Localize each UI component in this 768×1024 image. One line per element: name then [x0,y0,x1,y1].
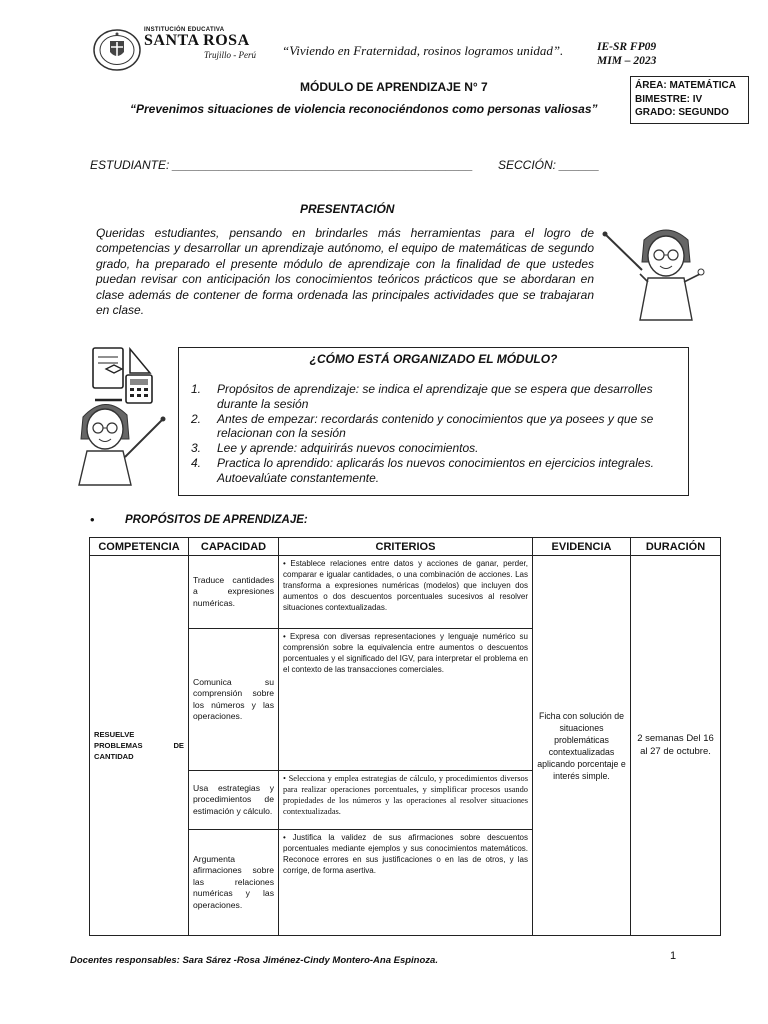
criterio-cell: • Justifica la validez de sus afirmaciones sobre descuentos porcentuales mediante ejemplos y sus conocimientos matemáticos. Reconoce errores en sus justificaciones o en las de otros, y las corrige, de forma asertiva. [279,830,533,936]
logo-city: Trujillo - Perú [204,50,257,60]
document-code-line1: IE-SR FP09 [597,41,657,53]
evidencia-cell: Ficha con solución de situaciones problemáticas contextualizadas aplicando porcentaje e interés simple. [533,556,631,936]
footer-teachers: Docentes responsables: Sara Sárez -Rosa Jiménez-Cindy Montero-Ana Espinoza. [70,955,438,966]
criterio-cell: • Establece relaciones entre datos y acciones de ganar, perder, comparar e igualar cantidades, o una combinación de acciones. Las transforma a expresiones numéricas (modelos) que incluyen dos aumentos o dos descuentos porcentuales sucesivos al resolver situaciones contextualizadas. [279,556,533,629]
criterio-cell: • Expresa con diversas representaciones y lenguaje numérico su comprensión sobre la equivalencia entre aumentos o descuentos porcentuales y el significado del IGV, para interpretar el problema en el contexto de las transacciones comerciales. [279,629,533,771]
student-field[interactable]: ESTUDIANTE: _____________________________________________ [90,158,473,172]
school-logo [92,25,272,75]
list-item-text: Practica lo aprendido: aplicarás los nuevos conocimientos en ejercicios integrales. Autoevalúate constantemente. [217,455,654,485]
list-item-number: 3. [191,441,202,456]
list-item [191,441,681,456]
capacidad-cell: Comunica su comprensión sobre los números y las operaciones. [189,629,279,771]
capacidad-cell: Argumenta afirmaciones sobre las relaciones numéricas y las operaciones. [189,830,279,936]
list-item [191,456,681,486]
competencia-cell: RESUELVE PROBLEMAS DE CANTIDAD [90,556,189,936]
module-subtitle: “Prevenimos situaciones de violencia reconociéndonos como personas valiosas” [130,102,598,116]
purposes-table [89,537,721,936]
organization-list [191,382,681,486]
list-item-text: Lee y aprende: adquirirás nuevos conocimientos. [217,441,479,456]
header-capacidad: CAPACIDAD [189,538,279,556]
organization-title: ¿CÓMO ESTÁ ORGANIZADO EL MÓDULO? [309,352,558,366]
bullet-icon: • [90,512,95,527]
school-motto: “Viviendo en Fraternidad, rosinos logramos unidad”. [282,43,564,58]
list-item-number: 4. [191,455,202,470]
document-code [597,40,656,68]
header-competencia: COMPETENCIA [90,538,189,556]
list-item-text: Propósitos de aprendizaje: se indica el aprendizaje que se espera que desarrolles durante la sesión [217,382,653,411]
area-label: ÁREA: MATEMÁTICA [635,80,736,91]
bimestre-label: BIMESTRE: IV [635,93,703,105]
list-item [191,412,681,442]
module-title: MÓDULO DE APRENDIZAJE N° 7 [300,80,488,94]
capacidad-cell: Traduce cantidades a expresiones numéricas. [189,556,279,629]
list-item [191,382,681,412]
table-header-row [90,538,721,556]
list-item-number: 1. [191,382,202,396]
presentation-title: PRESENTACIÓN [300,202,395,216]
section-field[interactable]: SECCIÓN: ______ [498,158,600,172]
header-evidencia: EVIDENCIA [533,538,631,556]
teacher-illustration-icon [75,395,175,487]
grado-label: GRADO: SEGUNDO [635,107,729,118]
page-number: 1 [670,950,677,962]
list-item-text: Antes de empezar: recordarás contenido y conocimientos que ya posees y que se relacionan con la sesión [217,411,654,441]
duracion-cell: 2 semanas Del 16 al 27 de octubre. [631,556,721,936]
document-code-line2: MIM – 2023 [597,55,657,67]
list-item-number: 2. [191,411,202,426]
capacidad-cell: Usa estrategias y procedimientos de estimación y cálculo. [189,771,279,830]
logo-school-name: SANTA ROSA [144,32,250,49]
course-info-box [630,76,749,124]
header-criterios: CRITERIOS [279,538,533,556]
table-row [90,556,721,629]
header-duracion: DURACIÓN [631,538,721,556]
criterio-cell: • Selecciona y emplea estrategias de cálculo, y procedimientos diversos para realizar operaciones porcentuales, y simplificar procesos usando propiedades de los números y las operaciones al resolver situaciones contextualizadas. [279,771,533,830]
logo-subtitle: INSTITUCIÓN EDUCATIVA [144,27,225,33]
logo-text [144,27,256,60]
module-organization-box [178,347,689,496]
teacher-pointer-illustration-icon [600,222,710,322]
presentation-text: Queridas estudiantes, pensando en brindarles más herramientas para el logro de competencias y desarrollar un aprendizaje autónomo, el equipo de matemáticas de segundo grado, ha preparado el presente módulo de aprendizaje con la finalidad de que ustedes puedan revisar con anticipación los conocimientos teóricos prácticos que se abordaran en clase además de contener de forma ordenada las principales actividades que se trabajaran en clase. [96,226,594,318]
school-crest-icon [92,25,142,75]
purposes-title: PROPÓSITOS DE APRENDIZAJE: [125,514,308,526]
